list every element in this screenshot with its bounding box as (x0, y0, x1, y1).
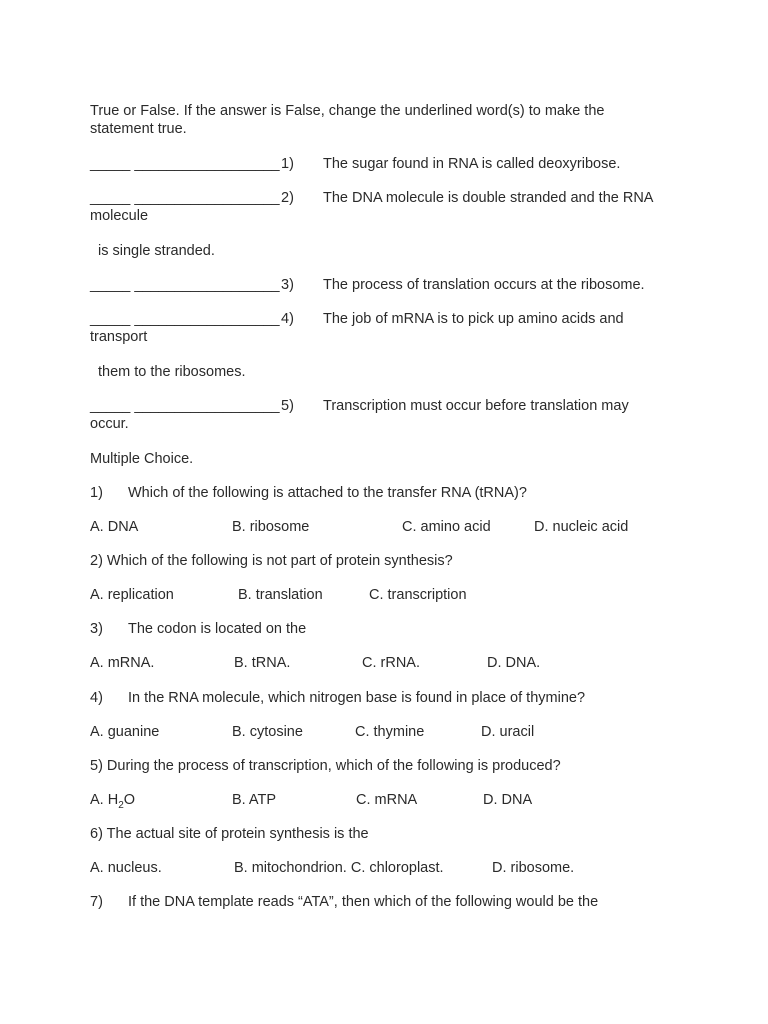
option: C. amino acid (402, 519, 491, 535)
tf-number: 4) (281, 311, 294, 327)
question-text: The codon is located on the (128, 621, 307, 637)
option: B. ATP (232, 792, 277, 808)
option: A. mRNA. (90, 655, 155, 671)
question-text: If the DNA template reads “ATA”, then which of the following would be the (128, 894, 599, 910)
question-text: 2) Which of the following is not part of protein synthesis? (90, 553, 453, 569)
question-text: 5) During the process of transcription, which of the following is produced? (90, 758, 561, 774)
option: D. uracil (481, 724, 535, 740)
question-number: 1) (90, 485, 103, 501)
option: B. mitochondrion. C. chloroplast. (234, 860, 444, 876)
option: A. guanine (90, 724, 160, 740)
answer-blank: _____ __________________ (90, 311, 280, 327)
question-number: 3) (90, 621, 103, 637)
option: A. nucleus. (90, 860, 162, 876)
option-h2o (90, 791, 135, 815)
option: C. mRNA (356, 792, 418, 808)
answer-blank: _____ __________________ (90, 156, 280, 172)
answer-blank: _____ __________________ (90, 190, 280, 206)
question-text: In the RNA molecule, which nitrogen base is found in place of thymine? (128, 690, 586, 706)
answer-blank: _____ __________________ (90, 398, 280, 414)
answer-blank: _____ __________________ (90, 277, 280, 293)
option-h2o-prefix: A. H (90, 792, 119, 808)
option: C. thymine (355, 724, 425, 740)
option: B. tRNA. (234, 655, 291, 671)
option: C. transcription (369, 587, 467, 603)
question-text: 6) The actual site of protein synthesis is the (90, 826, 369, 842)
option: B. cytosine (232, 724, 303, 740)
option: A. replication (90, 587, 174, 603)
question-text: Which of the following is attached to the transfer RNA (tRNA)? (128, 485, 527, 501)
option: B. ribosome (232, 519, 310, 535)
option: D. ribosome. (492, 860, 575, 876)
option-h2o-tail: O (123, 792, 136, 808)
tf-statement: The process of translation occurs at the ribosome. (323, 277, 645, 293)
tf-statement-wrap: molecule (90, 208, 149, 224)
option: A. DNA (90, 519, 139, 535)
tf-number: 1) (281, 156, 294, 172)
question-number: 7) (90, 894, 103, 910)
option: D. DNA (483, 792, 533, 808)
tf-statement: Transcription must occur before translation may (323, 398, 629, 414)
instructions-line-1: True or False. If the answer is False, change the underlined word(s) to make the (90, 103, 605, 119)
question-number: 4) (90, 690, 103, 706)
tf-statement-wrap: transport (90, 329, 148, 345)
tf-statement-wrap: occur. (90, 416, 129, 432)
tf-number: 2) (281, 190, 294, 206)
tf-statement-continuation: is single stranded. (98, 243, 215, 259)
section-heading: Multiple Choice. (90, 451, 194, 467)
option: B. translation (238, 587, 323, 603)
subscript: 2 (118, 799, 124, 811)
instructions-line-2: statement true. (90, 121, 187, 137)
tf-statement: The sugar found in RNA is called deoxyribose. (323, 156, 621, 172)
tf-number: 5) (281, 398, 294, 414)
option: C. rRNA. (362, 655, 420, 671)
tf-statement-continuation: them to the ribosomes. (98, 364, 246, 380)
tf-statement: The DNA molecule is double stranded and the RNA (323, 190, 654, 206)
tf-statement: The job of mRNA is to pick up amino acids and (323, 311, 624, 327)
option: D. nucleic acid (534, 519, 629, 535)
option: D. DNA. (487, 655, 541, 671)
tf-number: 3) (281, 277, 294, 293)
